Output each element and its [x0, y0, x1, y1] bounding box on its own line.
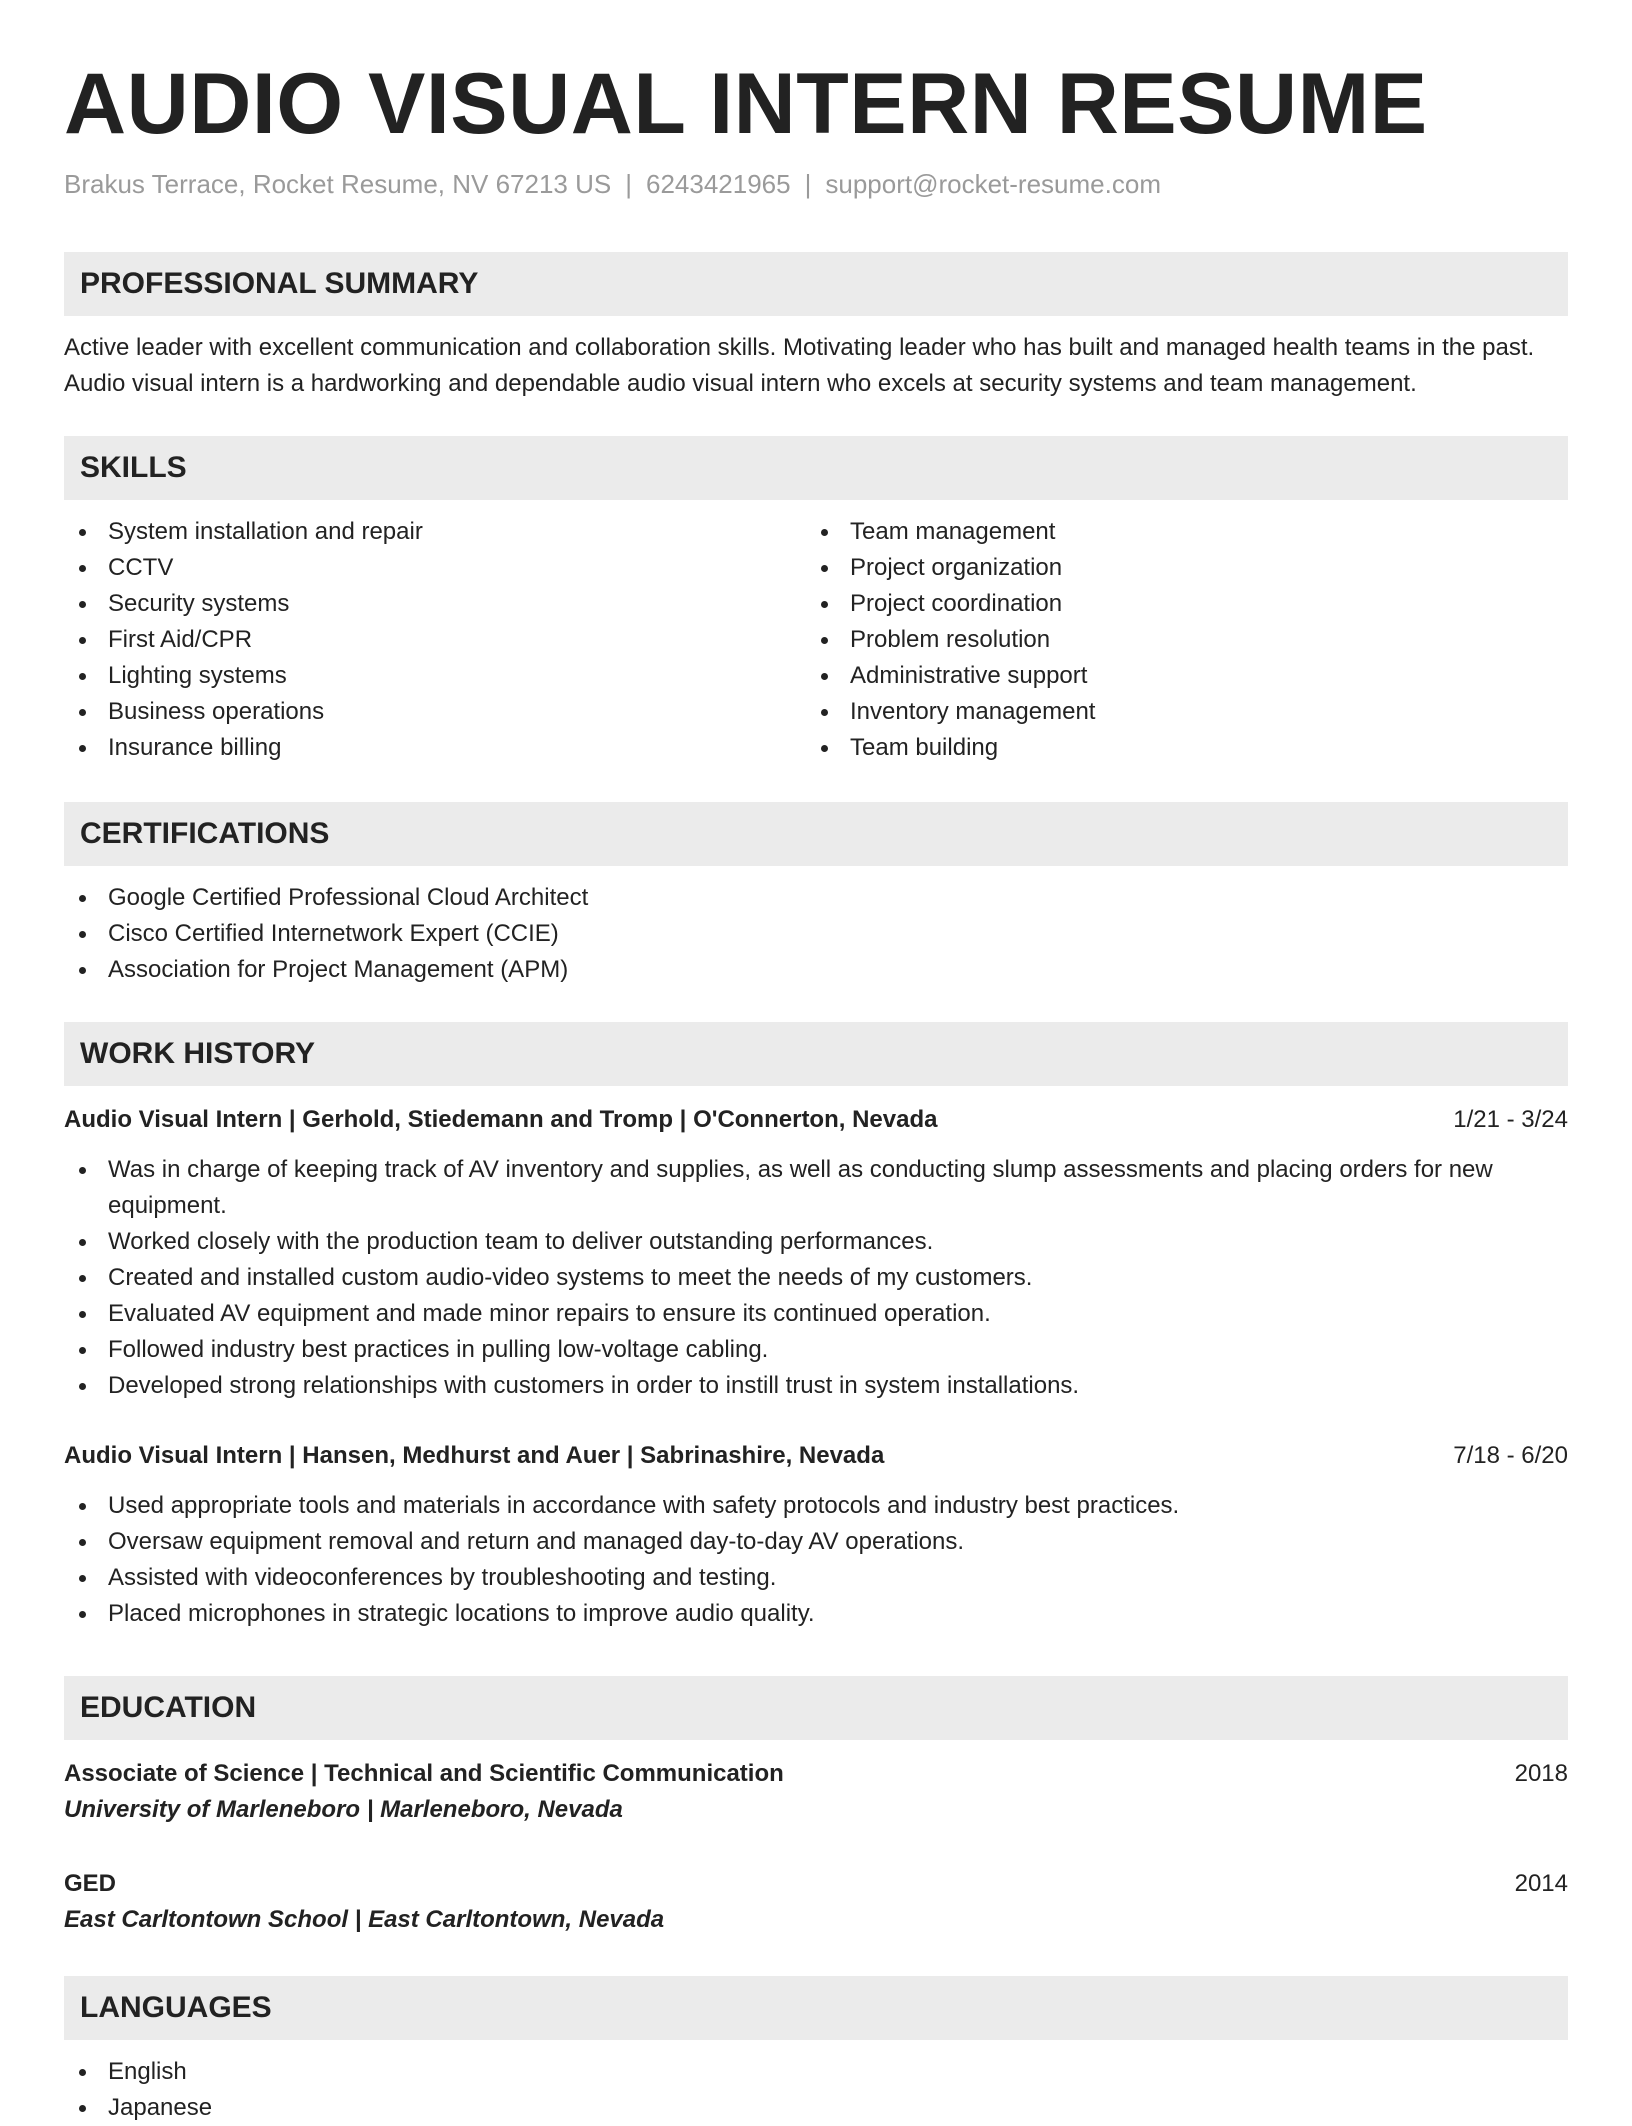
skill-item: Insurance billing [64, 730, 806, 766]
education-header [64, 1756, 1568, 1792]
bullet-icon [79, 673, 86, 680]
job-bullet: Oversaw equipment removal and return and managed day-to-day AV operations. [64, 1524, 1568, 1560]
skill-item: Lighting systems [64, 658, 806, 694]
certifications-section [64, 802, 1568, 988]
skill-item: Project organization [806, 550, 1548, 586]
skill-item: Team management [806, 514, 1548, 550]
bullet-icon [821, 637, 828, 644]
languages-section [64, 1976, 1568, 2126]
job-bullet: Evaluated AV equipment and made minor repairs to ensure its continued operation. [64, 1296, 1568, 1332]
job-entry [64, 1102, 1568, 1404]
certification-item: Google Certified Professional Cloud Architect [64, 880, 1568, 916]
bullet-icon [79, 1611, 86, 1618]
certifications-heading: CERTIFICATIONS [64, 802, 1568, 866]
job-bullet: Assisted with videoconferences by troubleshooting and testing. [64, 1560, 1568, 1596]
skill-item: CCTV [64, 550, 806, 586]
bullet-icon [79, 565, 86, 572]
job-title: Audio Visual Intern | Hansen, Medhurst and Auer | Sabrinashire, Nevada [64, 1442, 885, 1469]
certification-item: Cisco Certified Internetwork Expert (CCIE) [64, 916, 1568, 952]
education-degree: Associate of Science | Technical and Scientific Communication [64, 1760, 784, 1787]
skills-section [64, 436, 1568, 766]
work-history-section [64, 1022, 1568, 1632]
work-history-heading: WORK HISTORY [64, 1022, 1568, 1086]
bullet-icon [821, 673, 828, 680]
bullet-icon [79, 1383, 86, 1390]
job-bullet: Used appropriate tools and materials in accordance with safety protocols and industry best practices. [64, 1488, 1568, 1524]
summary-section [64, 252, 1568, 402]
bullet-icon [79, 637, 86, 644]
bullet-icon [79, 529, 86, 536]
bullet-icon [79, 601, 86, 608]
job-header [64, 1438, 1568, 1474]
job-dates: 1/21 - 3/24 [1453, 1106, 1568, 1133]
contact-email: support@rocket-resume.com [825, 169, 1161, 199]
job-bullet: Followed industry best practices in pulling low-voltage cabling. [64, 1332, 1568, 1368]
bullet-icon [79, 1347, 86, 1354]
education-section [64, 1676, 1568, 1938]
resume-page [64, 0, 1568, 2121]
bullet-icon [79, 931, 86, 938]
language-item: Japanese [64, 2090, 1568, 2126]
bullet-icon [79, 1167, 86, 1174]
bullet-icon [821, 745, 828, 752]
bullet-icon [79, 1311, 86, 1318]
bullet-icon [79, 2105, 86, 2112]
bullet-icon [79, 1503, 86, 1510]
skill-item: Security systems [64, 586, 806, 622]
skills-right-column [806, 514, 1548, 766]
skill-item: Project coordination [806, 586, 1548, 622]
job-bullet: Placed microphones in strategic locations to improve audio quality. [64, 1596, 1568, 1632]
contact-phone: 6243421965 [645, 169, 791, 199]
summary-text: Active leader with excellent communication and collaboration skills. Motivating leader who has built and managed health teams in the past. Audio visual intern is a hardworking and dependable audio visual intern who excels at security systems and team management. [64, 334, 1535, 397]
skill-item: First Aid/CPR [64, 622, 806, 658]
skills-heading: SKILLS [64, 436, 1568, 500]
bullet-icon [821, 529, 828, 536]
education-school: East Carltontown School | East Carltontown, Nevada [64, 1906, 665, 1933]
job-bullet: Developed strong relationships with customers in order to instill trust in system installations. [64, 1368, 1568, 1404]
job-title: Audio Visual Intern | Gerhold, Stiedemann and Tromp | O'Connerton, Nevada [64, 1106, 938, 1133]
certification-item: Association for Project Management (APM) [64, 952, 1568, 988]
bullet-icon [79, 745, 86, 752]
bullet-icon [79, 2069, 86, 2076]
education-entry [64, 1866, 1568, 1938]
bullet-icon [79, 1275, 86, 1282]
bullet-icon [821, 565, 828, 572]
contact-separator: | [804, 169, 812, 199]
education-degree: GED [64, 1870, 117, 1897]
job-bullet: Was in charge of keeping track of AV inventory and supplies, as well as conducting slump assessments and placing orders for new equipment. [64, 1152, 1568, 1224]
education-heading: EDUCATION [64, 1676, 1568, 1740]
bullet-icon [79, 1575, 86, 1582]
bullet-icon [79, 895, 86, 902]
resume-title: AUDIO VISUAL INTERN RESUME [64, 56, 1428, 152]
education-school: University of Marleneboro | Marleneboro, Nevada [64, 1796, 623, 1823]
job-dates: 7/18 - 6/20 [1453, 1442, 1568, 1469]
contact-separator: | [625, 169, 632, 199]
education-year: 2018 [1514, 1760, 1568, 1787]
job-bullet: Created and installed custom audio-video systems to meet the needs of my customers. [64, 1260, 1568, 1296]
bullet-icon [79, 1539, 86, 1546]
job-bullet: Worked closely with the production team to deliver outstanding performances. [64, 1224, 1568, 1260]
summary-heading: PROFESSIONAL SUMMARY [64, 252, 1568, 316]
bullet-icon [79, 709, 86, 716]
education-entry [64, 1756, 1568, 1828]
skill-item: Team building [806, 730, 1548, 766]
bullet-icon [79, 967, 86, 974]
skills-left-column [64, 514, 806, 766]
contact-line [64, 166, 1568, 202]
skill-item: Problem resolution [806, 622, 1548, 658]
bullet-icon [79, 1239, 86, 1246]
job-header [64, 1102, 1568, 1138]
languages-heading: LANGUAGES [64, 1976, 1568, 2040]
education-year: 2014 [1514, 1870, 1568, 1897]
skills-columns [64, 514, 1568, 766]
skill-item: Business operations [64, 694, 806, 730]
education-header [64, 1866, 1568, 1902]
skill-item: System installation and repair [64, 514, 806, 550]
job-entry [64, 1438, 1568, 1632]
bullet-icon [821, 709, 828, 716]
contact-address: Brakus Terrace, Rocket Resume, NV 67213 US [64, 169, 612, 199]
skill-item: Administrative support [806, 658, 1548, 694]
skill-item: Inventory management [806, 694, 1548, 730]
language-item: English [64, 2054, 1568, 2090]
bullet-icon [821, 601, 828, 608]
